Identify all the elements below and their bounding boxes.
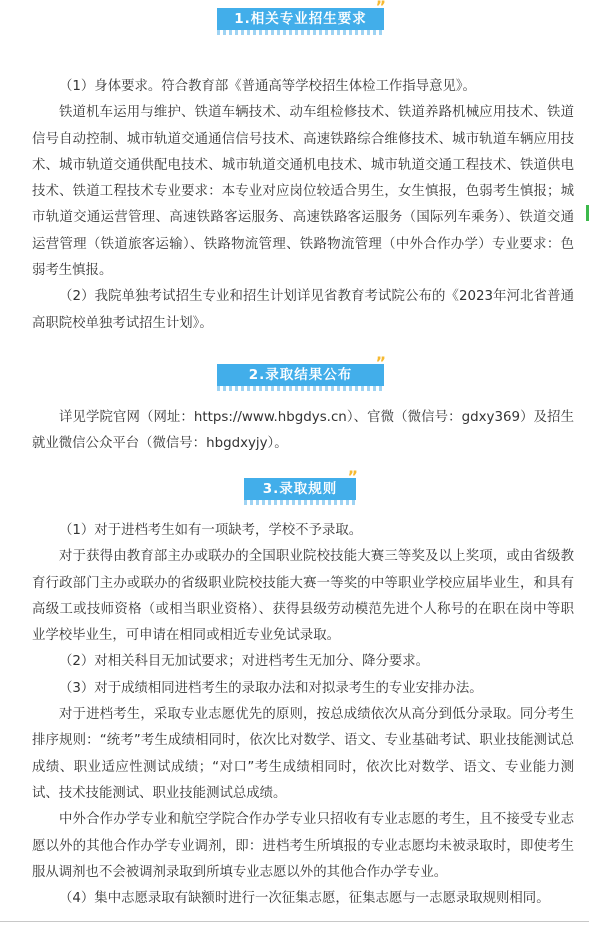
paragraph: （1）身体要求。符合教育部《普通高等学校招生体检工作指导意见》。 (59, 79, 476, 94)
section-title-label: 3.录取规则 (244, 478, 356, 500)
paragraph: （3）对于成绩相同进档考生的录取办法和对拟录考生的专业安排办法。 (59, 680, 483, 696)
paragraph: 对于进档考生，采取专业志愿优先的原则，按总成绩依次从高分到低分录取。同分考生排序规则：“统考”考生成绩相同时，依次比对数学、语文、专业基础考试、职业技能测试总成绩、职业适应性测试成绩；“对口”考生成绩相同时，依次比对数学、语文、专业能力测试、技术技能测试、职业技能测试总成绩。 (32, 707, 574, 801)
section-requirements-body (32, 74, 574, 337)
bottom-divider (0, 921, 589, 922)
quote-mark-icon: ” (347, 467, 358, 486)
paragraph: （4）集中志愿录取有缺额时进行一次征集志愿，征集志愿与一志愿录取规则相同。 (59, 891, 550, 907)
paragraph: 铁道机车运用与维护、铁道车辆技术、动车组检修技术、铁道养路机械应用技术、铁道信号自动控制、城市轨道交通通信信号技术、高速铁路综合维修技术、城市轨道车辆应用技术、城市轨道交通供配电技术、城市轨道交通机电技术、城市轨道交通工程技术、铁道供电技术、铁道工程技术专业要求：本专业对应岗位较适合男生，女生慎报，色弱考生慎报；城市轨道交通运营管理、高速铁路客运服务、高速铁路客运服务（国际列车乘务）、铁道交通运营管理（铁道旅客运输）、铁路物流管理、铁路物流管理（中外合作办学）专业要求：色弱考生慎报。 (32, 105, 574, 279)
section-title-requirements (217, 0, 386, 30)
section-admission-rules-body (32, 518, 574, 912)
section-title-label: 1.相关专业招生要求 (217, 8, 384, 30)
section-results-body (32, 405, 574, 458)
section-title-results (217, 353, 386, 386)
quote-mark-icon: ” (375, 353, 386, 372)
paragraph: 详见学院官网（网址：https://www.hbgdys.cn）、官微（微信号：gdxy369）及招生就业微信公众平台（微信号：hbgdxyjy）。 (32, 410, 574, 452)
paragraph: 中外合作办学专业和航空学院合作办学专业只招收有专业志愿的考生，且不接受专业志愿以外的其他合作办学专业调剂，即：进档考生所填报的专业志愿均未被录取时，即使考生服从调剂也不会被调剂录取到所填专业志愿以外的其他合作办学专业。 (32, 812, 574, 880)
section-title-label: 2.录取结果公布 (217, 364, 384, 386)
paragraph: （2）我院单独考试招生专业和招生计划详见省教育考试院公布的《2023年河北省普通高职院校单独考试招生计划》。 (32, 289, 574, 331)
paragraph: （2）对相关科目无加试要求；对进档考生无加分、降分要求。 (59, 654, 430, 670)
section-title-admission-rules (244, 467, 358, 500)
paragraph: 对于获得由教育部主办或联办的全国职业院校技能大赛三等奖及以上奖项，或由省级教育行政部门主办或联办的省级职业院校技能大赛一等奖的中等职业学校应届毕业生，和具有高级工或技师资格（或相当职业资格）、获得县级劳动模范先进个人称号的在职在岗中等职业学校毕业生，可申请在相同或相近专业免试录取。 (32, 549, 574, 644)
paragraph: （1）对于进档考生如有一项缺考，学校不予录取。 (59, 523, 363, 538)
quote-mark-icon: ” (375, 0, 386, 16)
